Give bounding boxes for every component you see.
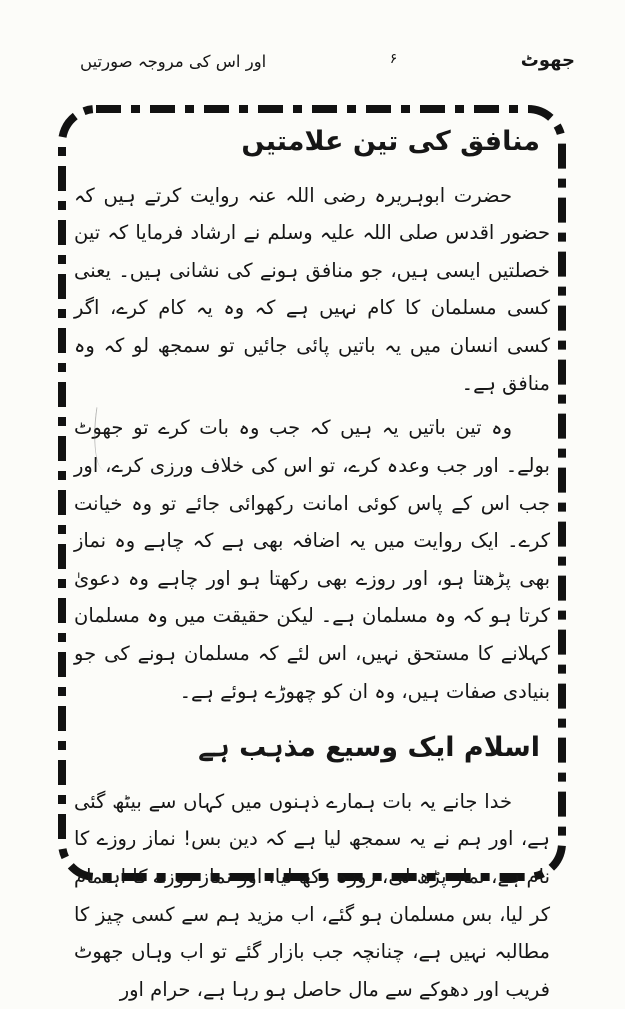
paragraph-hadith-narration: حضرت ابوہریرہ رضی اللہ عنہ روایت کرتے ہیں کہ حضور اقدس صلی اللہ علیہ وسلم نے ارشاد فرمایا کہ تین خصلتیں ایسی ہیں، جو منافق ہونے کی نشانی ہیں۔ یعنی کسی مسلمان کا کام نہیں ہے کہ وہ یہ کام کرے، اگر کسی انسان میں یہ باتیں پائی جائیں تو سمجھ لو کہ وہ منافق ہے۔ xyxy=(74,183,550,395)
paragraph-misconception: خدا جانے یہ بات ہمارے ذہنوں میں کہاں سے بیٹھ گئی ہے، اور ہم نے یہ سمجھ لیا ہے کہ دین بس! نماز روزے کا نام ہے، نماز پڑھ لی، روزہ رکھ لیا، اور نماز روزے کا اہتمام کر لیا، بس مسلمان ہو گئے، اب مزید ہم سے کسی چیز کا مطالبہ نہیں ہے، چنانچہ جب بازار گئے تو اب وہاں جھوٹ فریب اور دھوکے سے مال حاصل ہو رہا ہے، حرام اور xyxy=(74,789,550,1001)
page-content xyxy=(74,114,550,1001)
dashed-frame xyxy=(57,104,567,1001)
header-section-title: اور اس کی مروجہ صورتیں xyxy=(80,52,267,71)
section-heading-hypocrite-signs: منافق کی تین علامتیں xyxy=(241,126,540,157)
paragraph-three-signs: وہ تین باتیں یہ ہیں کہ جب وہ بات کرے تو جھوٹ بولے۔ اور جب وعدہ کرے، تو اس کی خلاف ورزی کرے، اور جب اس کے پاس کوئی امانت رکھوائی جائے تو وہ خیانت کرے۔ ایک روایت میں یہ اضافہ بھی ہے کہ چاہے وہ نماز بھی پڑھتا ہو، اور روزے بھی رکھتا ہو اور چاہے وہ دعویٰ کرتا ہو کہ وہ مسلمان ہے۔ لیکن حقیقت میں وہ مسلمان کہلانے کا مستحق نہیں، اس لئے کہ مسلمان ہونے کی جو بنیادی صفات ہیں، وہ ان کو چھوڑے ہوئے ہے۔ xyxy=(74,416,550,703)
section-heading-islam-vast-religion: اسلام ایک وسیع مذہب ہے xyxy=(198,732,540,764)
page-number: ۶ xyxy=(389,51,398,67)
running-header xyxy=(0,50,625,71)
header-chapter-title: جھوٹ xyxy=(520,50,575,71)
